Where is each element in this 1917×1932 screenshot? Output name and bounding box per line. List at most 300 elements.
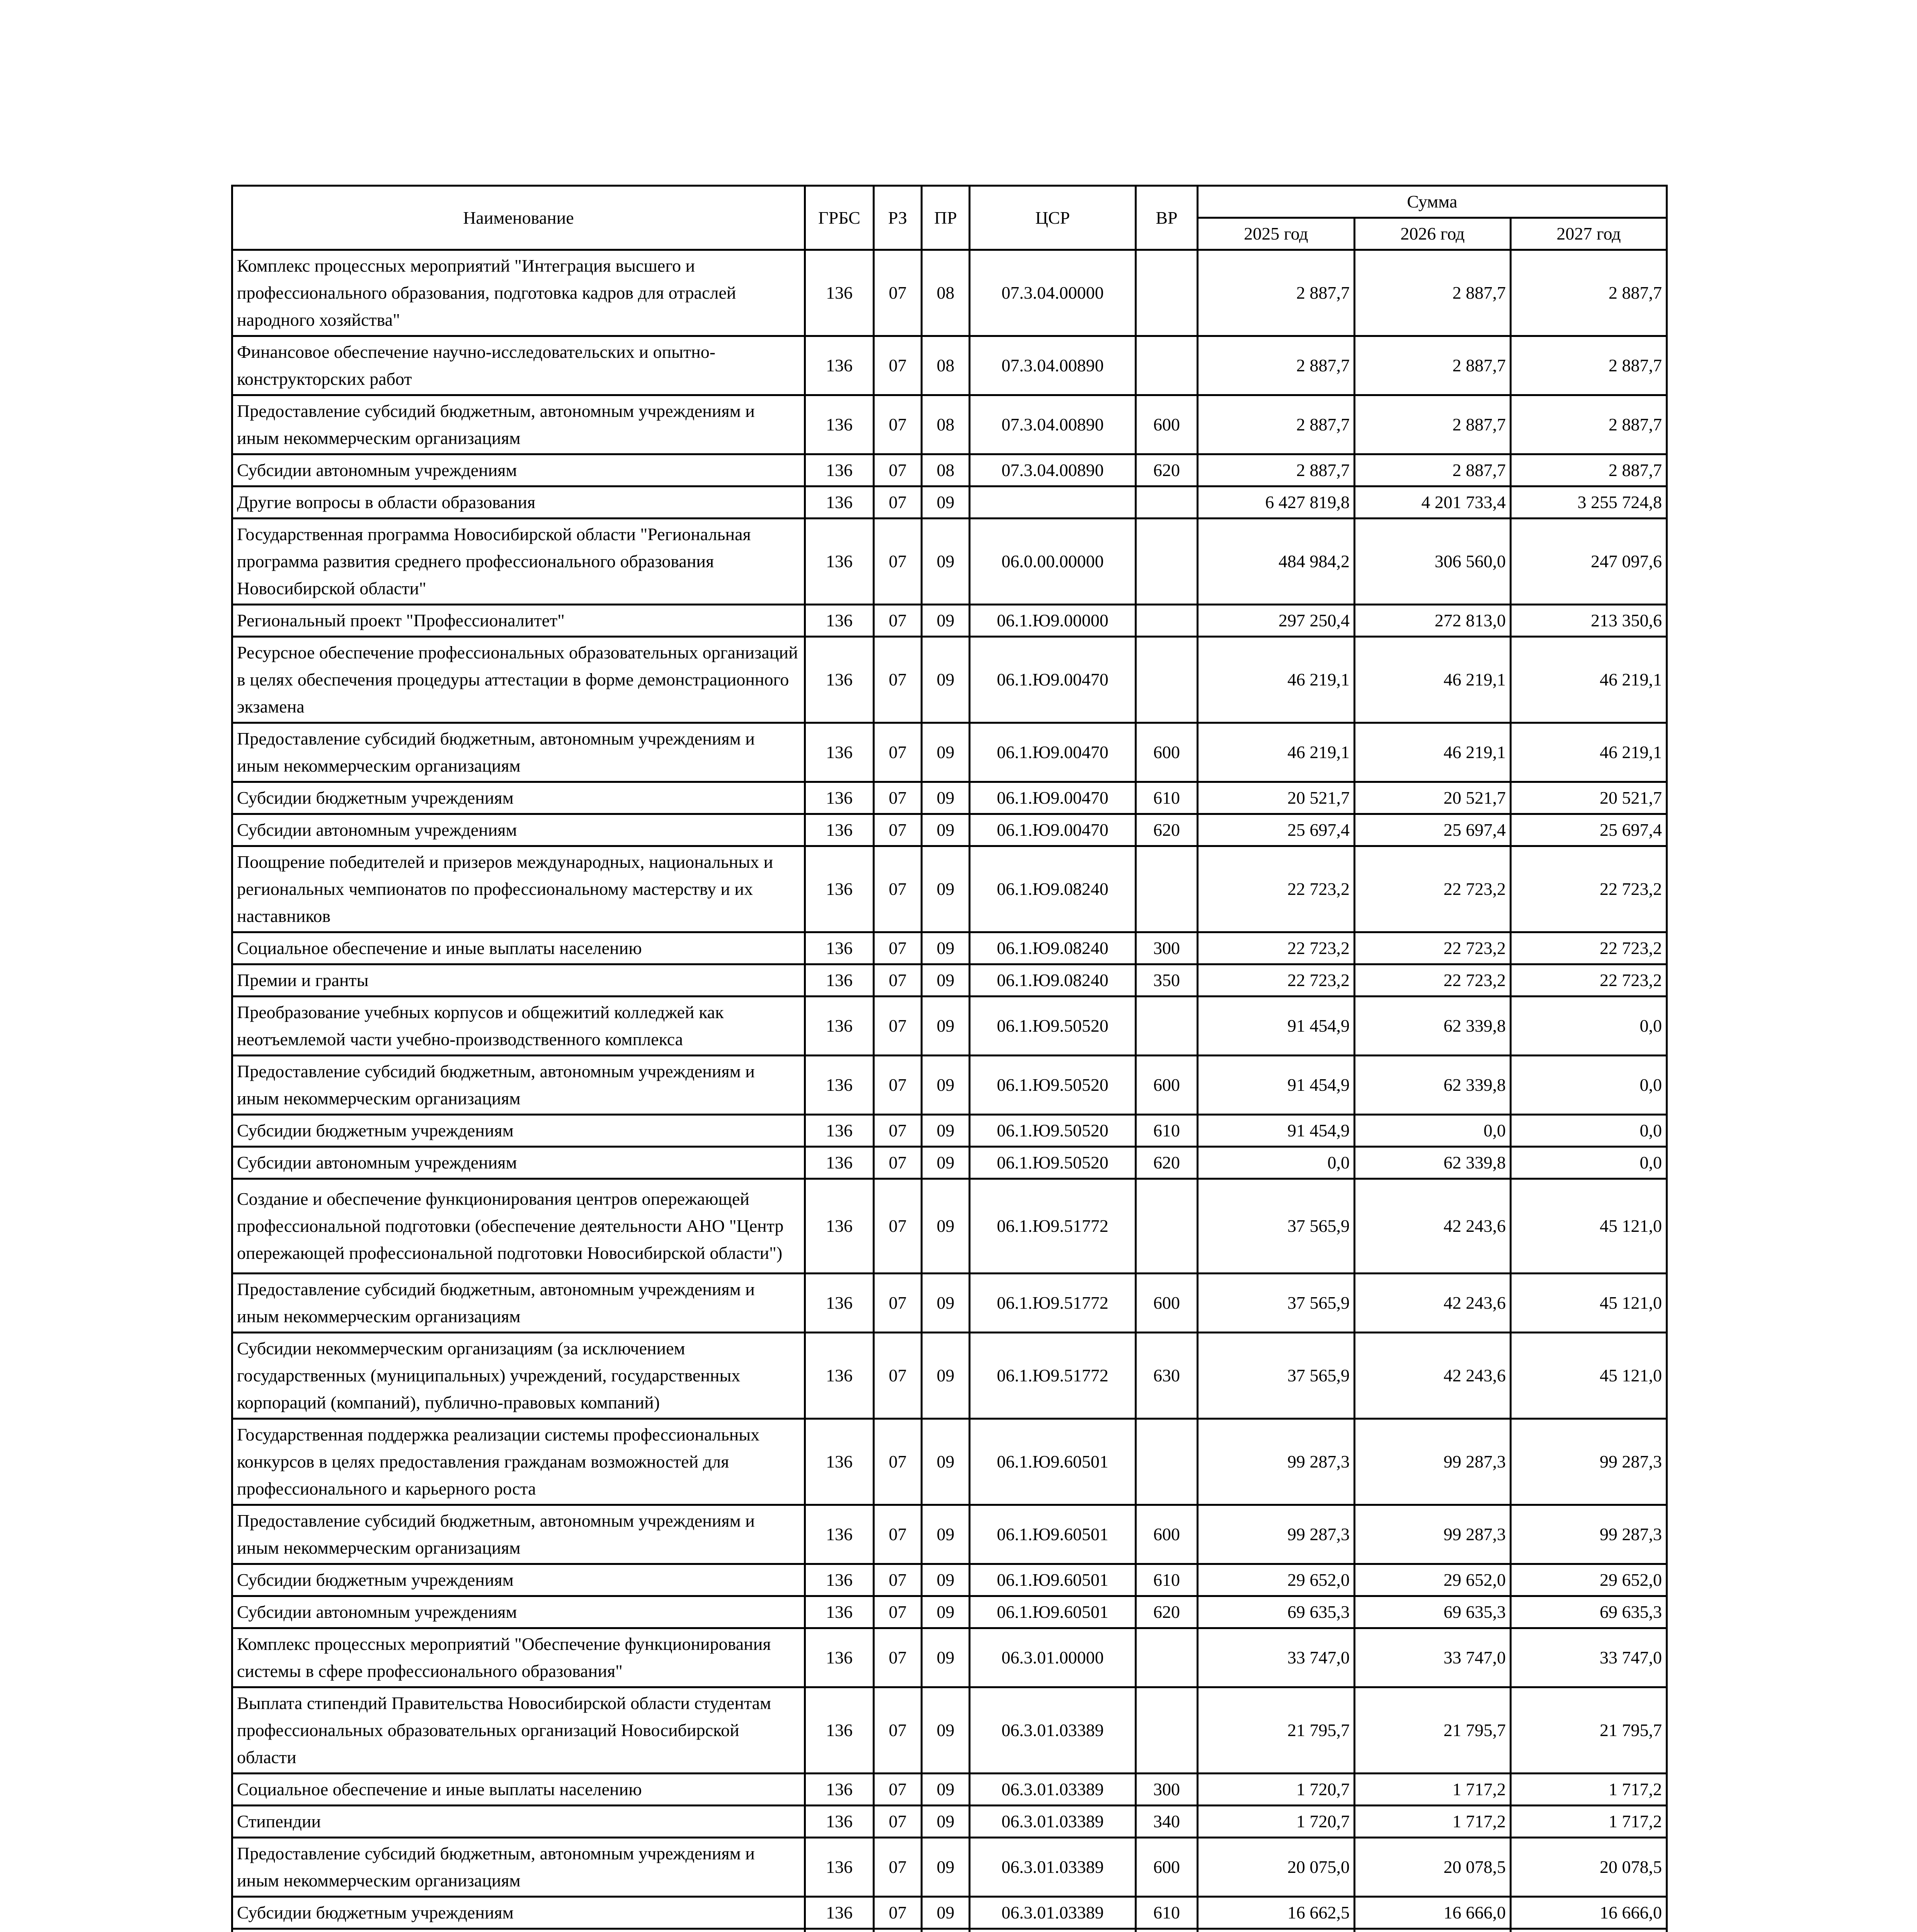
cell-2026: 16 666,0 [1355, 1897, 1511, 1929]
cell-2026: 2 887,7 [1355, 454, 1511, 486]
cell-name: Региональный проект "Профессионалитет" [232, 605, 805, 637]
table-row [232, 814, 1667, 846]
cell-csr [970, 486, 1136, 519]
cell-rz: 07 [874, 1564, 922, 1596]
cell-2027: 45 121,0 [1511, 1274, 1667, 1333]
cell-grbs: 136 [805, 1147, 874, 1179]
cell-2027: 0,0 [1511, 1115, 1667, 1147]
cell-vr: 620 [1136, 1147, 1198, 1179]
cell-name: Субсидии бюджетным учреждениям [232, 782, 805, 814]
cell-name: Социальное обеспечение и иные выплаты населению [232, 1774, 805, 1806]
cell-rz: 07 [874, 336, 922, 395]
table-row [232, 336, 1667, 395]
cell-2026: 69 635,3 [1355, 1596, 1511, 1628]
cell-pr: 09 [922, 486, 970, 519]
cell-vr: 350 [1136, 964, 1198, 997]
cell-2026: 306 560,0 [1355, 519, 1511, 605]
cell-rz: 07 [874, 1056, 922, 1115]
cell-2025: 297 250,4 [1198, 605, 1355, 637]
cell-grbs: 136 [805, 782, 874, 814]
cell-2027: 69 635,3 [1511, 1596, 1667, 1628]
cell-name: Субсидии бюджетным учреждениям [232, 1564, 805, 1596]
table-row [232, 519, 1667, 605]
cell-vr [1136, 846, 1198, 932]
cell-vr: 610 [1136, 1897, 1198, 1929]
cell-2026 [1355, 1929, 1511, 1932]
cell-2027: 16 666,0 [1511, 1897, 1667, 1929]
table-row [232, 997, 1667, 1056]
cell-vr [1136, 1419, 1198, 1505]
cell-csr: 06.1.Ю9.08240 [970, 964, 1136, 997]
cell-2026: 46 219,1 [1355, 723, 1511, 782]
cell-rz: 07 [874, 1838, 922, 1897]
cell-csr [970, 1929, 1136, 1932]
table-row [232, 1056, 1667, 1115]
cell-name: Выплата стипендий Правительства Новосибирской области студентам профессиональных образовательных организаций Новосибирской области [232, 1687, 805, 1774]
cell-2026: 20 521,7 [1355, 782, 1511, 814]
cell-name: Преобразование учебных корпусов и общежитий колледжей как неотъемлемой части учебно-производственного комплекса [232, 997, 805, 1056]
cell-rz: 07 [874, 1897, 922, 1929]
table-row [232, 1838, 1667, 1897]
cell-2026: 29 652,0 [1355, 1564, 1511, 1596]
cell-vr: 340 [1136, 1806, 1198, 1838]
cell-name: Поощрение победителей и призеров международных, национальных и региональных чемпионатов по профессиональному мастерству и их наставников [232, 846, 805, 932]
cell-csr: 06.1.Ю9.51772 [970, 1333, 1136, 1419]
cell-name: Предоставление субсидий бюджетным, автономным учреждениям и иным некоммерческим организациям [232, 395, 805, 454]
cell-pr: 09 [922, 997, 970, 1056]
table-row [232, 1687, 1667, 1774]
table-row [232, 1596, 1667, 1628]
cell-rz: 07 [874, 637, 922, 723]
cell-name: Субсидии автономным учреждениям [232, 454, 805, 486]
cell-vr: 610 [1136, 782, 1198, 814]
cell-pr: 09 [922, 814, 970, 846]
cell-2027: 1 717,2 [1511, 1774, 1667, 1806]
cell-grbs: 136 [805, 605, 874, 637]
cell-2027: 25 697,4 [1511, 814, 1667, 846]
cell-2025: 2 887,7 [1198, 336, 1355, 395]
cell-2027: 45 121,0 [1511, 1179, 1667, 1274]
cell-name: Социальное обеспечение и иные выплаты населению [232, 932, 805, 964]
cell-name: Предоставление субсидий бюджетным, автономным учреждениям и иным некоммерческим организациям [232, 1056, 805, 1115]
cell-csr: 06.3.01.03389 [970, 1687, 1136, 1774]
cell-pr: 09 [922, 1333, 970, 1419]
header-rz: РЗ [874, 186, 922, 250]
table-row [232, 1274, 1667, 1333]
cell-name: Комплекс процессных мероприятий "Интеграция высшего и профессионального образования, подготовка кадров для отраслей народного хозяйства" [232, 250, 805, 336]
cell-2025: 2 887,7 [1198, 395, 1355, 454]
cell-2027: 0,0 [1511, 997, 1667, 1056]
cell-csr: 07.3.04.00890 [970, 336, 1136, 395]
cell-2025: 91 454,9 [1198, 997, 1355, 1056]
cell-pr: 09 [922, 1838, 970, 1897]
cell-2026: 62 339,8 [1355, 1056, 1511, 1115]
cell-2026: 1 717,2 [1355, 1774, 1511, 1806]
cell-name: Государственная поддержка реализации системы профессиональных конкурсов в целях предоставления гражданам возможностей для профессионального и карьерного роста [232, 1419, 805, 1505]
cell-2025: 22 723,2 [1198, 846, 1355, 932]
table-row [232, 1897, 1667, 1929]
cell-grbs: 136 [805, 1056, 874, 1115]
cell-vr: 620 [1136, 454, 1198, 486]
cell-2026: 1 717,2 [1355, 1806, 1511, 1838]
cell-rz: 07 [874, 1333, 922, 1419]
cell-csr: 06.1.Ю9.50520 [970, 1115, 1136, 1147]
cell-2025: 46 219,1 [1198, 723, 1355, 782]
cell-grbs: 136 [805, 637, 874, 723]
cell-2026: 42 243,6 [1355, 1274, 1511, 1333]
cell-name: Стипендии [232, 1806, 805, 1838]
cell-2025: 91 454,9 [1198, 1115, 1355, 1147]
cell-grbs: 136 [805, 964, 874, 997]
budget-table [231, 185, 1668, 1932]
cell-2025: 16 662,5 [1198, 1897, 1355, 1929]
cell-pr: 09 [922, 1628, 970, 1687]
cell-vr: 600 [1136, 1056, 1198, 1115]
cell-grbs: 136 [805, 486, 874, 519]
cell-csr: 06.1.Ю9.50520 [970, 1147, 1136, 1179]
cell-2025: 1 720,7 [1198, 1774, 1355, 1806]
cell-csr: 06.1.Ю9.60501 [970, 1505, 1136, 1564]
table-row [232, 1147, 1667, 1179]
cell-csr: 06.1.Ю9.00470 [970, 814, 1136, 846]
cell-2025: 37 565,9 [1198, 1179, 1355, 1274]
header-2026: 2026 год [1355, 218, 1511, 250]
cell-pr: 09 [922, 637, 970, 723]
header-name: Наименование [232, 186, 805, 250]
cell-2026: 2 887,7 [1355, 395, 1511, 454]
cell-pr: 09 [922, 1564, 970, 1596]
cell-2027: 2 887,7 [1511, 250, 1667, 336]
cell-csr: 06.3.01.03389 [970, 1838, 1136, 1897]
cell-2026: 272 813,0 [1355, 605, 1511, 637]
cell-csr: 07.3.04.00890 [970, 454, 1136, 486]
header-pr: ПР [922, 186, 970, 250]
cell-pr [922, 1929, 970, 1932]
cell-vr: 630 [1136, 1333, 1198, 1419]
cell-rz: 07 [874, 1179, 922, 1274]
cell-grbs: 136 [805, 1628, 874, 1687]
cell-2026: 0,0 [1355, 1115, 1511, 1147]
cell-name: Субсидии некоммерческим организациям (за исключением государственных (муниципальных) учреждений, государственных корпораций (компаний), публично-правовых компаний) [232, 1333, 805, 1419]
cell-csr: 07.3.04.00000 [970, 250, 1136, 336]
cell-vr: 600 [1136, 1838, 1198, 1897]
table-row [232, 637, 1667, 723]
cell-pr: 09 [922, 519, 970, 605]
cell-2027: 29 652,0 [1511, 1564, 1667, 1596]
cell-2027: 20 521,7 [1511, 782, 1667, 814]
cell-2026: 62 339,8 [1355, 1147, 1511, 1179]
cell-name: Субсидии бюджетным учреждениям [232, 1897, 805, 1929]
cell-2025: 0,0 [1198, 1147, 1355, 1179]
cell-2027: 46 219,1 [1511, 637, 1667, 723]
cell-2026: 62 339,8 [1355, 997, 1511, 1056]
cell-name: Субсидии автономным учреждениям [232, 1596, 805, 1628]
cell-2025: 2 887,7 [1198, 250, 1355, 336]
cell-pr: 08 [922, 454, 970, 486]
cell-name: Субсидии автономным учреждениям [232, 1147, 805, 1179]
cell-2025: 91 454,9 [1198, 1056, 1355, 1115]
cell-csr: 06.3.01.00000 [970, 1628, 1136, 1687]
cell-2027: 247 097,6 [1511, 519, 1667, 605]
cell-pr: 09 [922, 1505, 970, 1564]
cell-grbs: 136 [805, 395, 874, 454]
cell-grbs: 136 [805, 1419, 874, 1505]
cell-vr: 610 [1136, 1115, 1198, 1147]
cell-2025: 21 795,7 [1198, 1687, 1355, 1774]
cell-csr: 06.1.Ю9.60501 [970, 1564, 1136, 1596]
cell-pr: 09 [922, 782, 970, 814]
header-sum: Сумма [1198, 186, 1667, 218]
cell-rz: 07 [874, 1274, 922, 1333]
cell-rz: 07 [874, 1687, 922, 1774]
cell-2026: 22 723,2 [1355, 846, 1511, 932]
cell-2025: 2 887,7 [1198, 454, 1355, 486]
cell-vr: 610 [1136, 1564, 1198, 1596]
cell-rz: 07 [874, 395, 922, 454]
table-row [232, 1505, 1667, 1564]
cell-grbs: 136 [805, 1274, 874, 1333]
cell-2025: 99 287,3 [1198, 1505, 1355, 1564]
cell-name: Предоставление субсидий бюджетным, автономным учреждениям и иным некоммерческим организациям [232, 1505, 805, 1564]
cell-grbs: 136 [805, 1838, 874, 1897]
cell-csr: 06.3.01.03389 [970, 1897, 1136, 1929]
cell-2026: 33 747,0 [1355, 1628, 1511, 1687]
cell-2027: 2 887,7 [1511, 336, 1667, 395]
cell-rz: 07 [874, 814, 922, 846]
cell-rz: 07 [874, 1774, 922, 1806]
table-row [232, 1179, 1667, 1274]
cell-name: Предоставление субсидий бюджетным, автономным учреждениям и иным некоммерческим организациям [232, 1838, 805, 1897]
cell-grbs: 136 [805, 1179, 874, 1274]
cell-csr: 06.1.Ю9.50520 [970, 1056, 1136, 1115]
header-vr: ВР [1136, 186, 1198, 250]
cell-2025: 20 075,0 [1198, 1838, 1355, 1897]
cell-pr: 09 [922, 1419, 970, 1505]
table-row [232, 932, 1667, 964]
cell-2027: 33 747,0 [1511, 1628, 1667, 1687]
header-grbs: ГРБС [805, 186, 874, 250]
cell-grbs: 136 [805, 336, 874, 395]
cell-vr: 600 [1136, 1505, 1198, 1564]
table-row [232, 1929, 1667, 1932]
cell-pr: 09 [922, 1147, 970, 1179]
cell-2027: 22 723,2 [1511, 932, 1667, 964]
cell-2027: 21 795,7 [1511, 1687, 1667, 1774]
cell-csr: 06.1.Ю9.00000 [970, 605, 1136, 637]
table-body [232, 250, 1667, 1932]
cell-pr: 09 [922, 964, 970, 997]
cell-grbs: 136 [805, 1806, 874, 1838]
cell-vr: 600 [1136, 395, 1198, 454]
table-row [232, 454, 1667, 486]
cell-2026: 99 287,3 [1355, 1505, 1511, 1564]
cell-rz: 07 [874, 454, 922, 486]
cell-vr: 300 [1136, 932, 1198, 964]
cell-grbs: 136 [805, 1687, 874, 1774]
cell-2026: 99 287,3 [1355, 1419, 1511, 1505]
table-row [232, 964, 1667, 997]
table-row [232, 1628, 1667, 1687]
cell-rz: 07 [874, 1596, 922, 1628]
cell-2025 [1198, 1929, 1355, 1932]
cell-2025: 1 720,7 [1198, 1806, 1355, 1838]
cell-grbs: 136 [805, 1564, 874, 1596]
cell-2026: 42 243,6 [1355, 1179, 1511, 1274]
cell-vr: 600 [1136, 1274, 1198, 1333]
cell-pr: 09 [922, 846, 970, 932]
cell-vr [1136, 605, 1198, 637]
cell-csr: 06.1.Ю9.60501 [970, 1596, 1136, 1628]
cell-rz: 07 [874, 964, 922, 997]
cell-2026: 21 795,7 [1355, 1687, 1511, 1774]
cell-name: Создание и обеспечение функционирования центров опережающей профессиональной подготовки (обеспечение деятельности АНО "Центр опережающей профессиональной подготовки Новосибирской области") [232, 1179, 805, 1274]
cell-rz [874, 1929, 922, 1932]
cell-csr: 06.1.Ю9.51772 [970, 1274, 1136, 1333]
cell-2027: 99 287,3 [1511, 1505, 1667, 1564]
cell-pr: 08 [922, 250, 970, 336]
cell-name: Комплекс процессных мероприятий "Обеспечение функционирования системы в сфере профессионального образования" [232, 1628, 805, 1687]
cell-grbs: 136 [805, 1897, 874, 1929]
cell-csr: 06.0.00.00000 [970, 519, 1136, 605]
cell-2025: 22 723,2 [1198, 964, 1355, 997]
cell-vr: 620 [1136, 814, 1198, 846]
cell-2027 [1511, 1929, 1667, 1932]
table-row [232, 782, 1667, 814]
cell-csr: 06.3.01.03389 [970, 1806, 1136, 1838]
cell-pr: 09 [922, 1115, 970, 1147]
cell-rz: 07 [874, 782, 922, 814]
cell-pr: 09 [922, 1274, 970, 1333]
cell-2026: 2 887,7 [1355, 336, 1511, 395]
cell-2026: 22 723,2 [1355, 964, 1511, 997]
table-row [232, 486, 1667, 519]
cell-grbs: 136 [805, 1774, 874, 1806]
cell-grbs [805, 1929, 874, 1932]
cell-grbs: 136 [805, 932, 874, 964]
cell-2025: 37 565,9 [1198, 1274, 1355, 1333]
table-row [232, 1419, 1667, 1505]
cell-csr: 06.1.Ю9.51772 [970, 1179, 1136, 1274]
cell-csr: 06.1.Ю9.60501 [970, 1419, 1136, 1505]
cell-name: Предоставление субсидий бюджетным, автономным учреждениям и иным некоммерческим организациям [232, 723, 805, 782]
cell-name: Предоставление субсидий бюджетным, автономным учреждениям и иным некоммерческим организациям [232, 1274, 805, 1333]
cell-2027: 2 887,7 [1511, 454, 1667, 486]
cell-rz: 07 [874, 1419, 922, 1505]
cell-2025: 99 287,3 [1198, 1419, 1355, 1505]
cell-pr: 08 [922, 395, 970, 454]
table-row [232, 395, 1667, 454]
table-row [232, 605, 1667, 637]
cell-2025: 484 984,2 [1198, 519, 1355, 605]
table-row [232, 250, 1667, 336]
cell-2026: 2 887,7 [1355, 250, 1511, 336]
cell-grbs: 136 [805, 723, 874, 782]
table-row [232, 1806, 1667, 1838]
cell-rz: 07 [874, 997, 922, 1056]
cell-grbs: 136 [805, 1505, 874, 1564]
cell-rz: 07 [874, 1628, 922, 1687]
cell-2027: 1 717,2 [1511, 1806, 1667, 1838]
cell-vr [1136, 997, 1198, 1056]
cell-rz: 07 [874, 1806, 922, 1838]
cell-rz: 07 [874, 519, 922, 605]
cell-grbs: 136 [805, 997, 874, 1056]
cell-rz: 07 [874, 250, 922, 336]
cell-vr [1136, 486, 1198, 519]
cell-vr [1136, 1929, 1198, 1932]
cell-csr: 06.1.Ю9.00470 [970, 782, 1136, 814]
cell-2026: 46 219,1 [1355, 637, 1511, 723]
cell-2025: 29 652,0 [1198, 1564, 1355, 1596]
cell-name: Государственная программа Новосибирской области "Региональная программа развития среднего профессионального образования Новосибирской области" [232, 519, 805, 605]
cell-csr: 06.1.Ю9.00470 [970, 723, 1136, 782]
cell-name: Другие вопросы в области образования [232, 486, 805, 519]
header-row [232, 186, 1667, 218]
cell-grbs: 136 [805, 519, 874, 605]
cell-2025: 25 697,4 [1198, 814, 1355, 846]
cell-csr: 06.3.01.03389 [970, 1774, 1136, 1806]
cell-name: Финансовое обеспечение научно-исследовательских и опытно-конструкторских работ [232, 336, 805, 395]
cell-rz: 07 [874, 846, 922, 932]
cell-pr: 09 [922, 1056, 970, 1115]
cell-rz: 07 [874, 1115, 922, 1147]
cell-2026: 22 723,2 [1355, 932, 1511, 964]
table-row [232, 1115, 1667, 1147]
cell-2025: 22 723,2 [1198, 932, 1355, 964]
cell-2027: 99 287,3 [1511, 1419, 1667, 1505]
cell-pr: 09 [922, 1179, 970, 1274]
cell-2025: 46 219,1 [1198, 637, 1355, 723]
table-row [232, 723, 1667, 782]
table-row [232, 1774, 1667, 1806]
cell-grbs: 136 [805, 846, 874, 932]
cell-grbs: 136 [805, 250, 874, 336]
cell-grbs: 136 [805, 1333, 874, 1419]
cell-grbs: 136 [805, 454, 874, 486]
cell-vr [1136, 519, 1198, 605]
cell-vr [1136, 1179, 1198, 1274]
cell-rz: 07 [874, 932, 922, 964]
cell-2025: 37 565,9 [1198, 1333, 1355, 1419]
cell-2027: 3 255 724,8 [1511, 486, 1667, 519]
cell-pr: 09 [922, 1806, 970, 1838]
cell-2027: 22 723,2 [1511, 964, 1667, 997]
cell-vr [1136, 1628, 1198, 1687]
cell-2027: 20 078,5 [1511, 1838, 1667, 1897]
cell-rz: 07 [874, 605, 922, 637]
cell-name: Премии и гранты [232, 964, 805, 997]
cell-pr: 09 [922, 1897, 970, 1929]
cell-2027: 213 350,6 [1511, 605, 1667, 637]
cell-csr: 06.1.Ю9.08240 [970, 932, 1136, 964]
cell-rz: 07 [874, 1505, 922, 1564]
cell-2025: 33 747,0 [1198, 1628, 1355, 1687]
cell-pr: 09 [922, 1774, 970, 1806]
cell-rz: 07 [874, 723, 922, 782]
cell-vr [1136, 250, 1198, 336]
cell-2025: 20 521,7 [1198, 782, 1355, 814]
cell-pr: 09 [922, 605, 970, 637]
table-row [232, 846, 1667, 932]
cell-pr: 09 [922, 1596, 970, 1628]
cell-csr: 07.3.04.00890 [970, 395, 1136, 454]
cell-vr [1136, 336, 1198, 395]
cell-pr: 08 [922, 336, 970, 395]
cell-vr [1136, 637, 1198, 723]
cell-csr: 06.1.Ю9.00470 [970, 637, 1136, 723]
cell-2027: 2 887,7 [1511, 395, 1667, 454]
cell-name: Субсидии автономным учреждениям [232, 814, 805, 846]
